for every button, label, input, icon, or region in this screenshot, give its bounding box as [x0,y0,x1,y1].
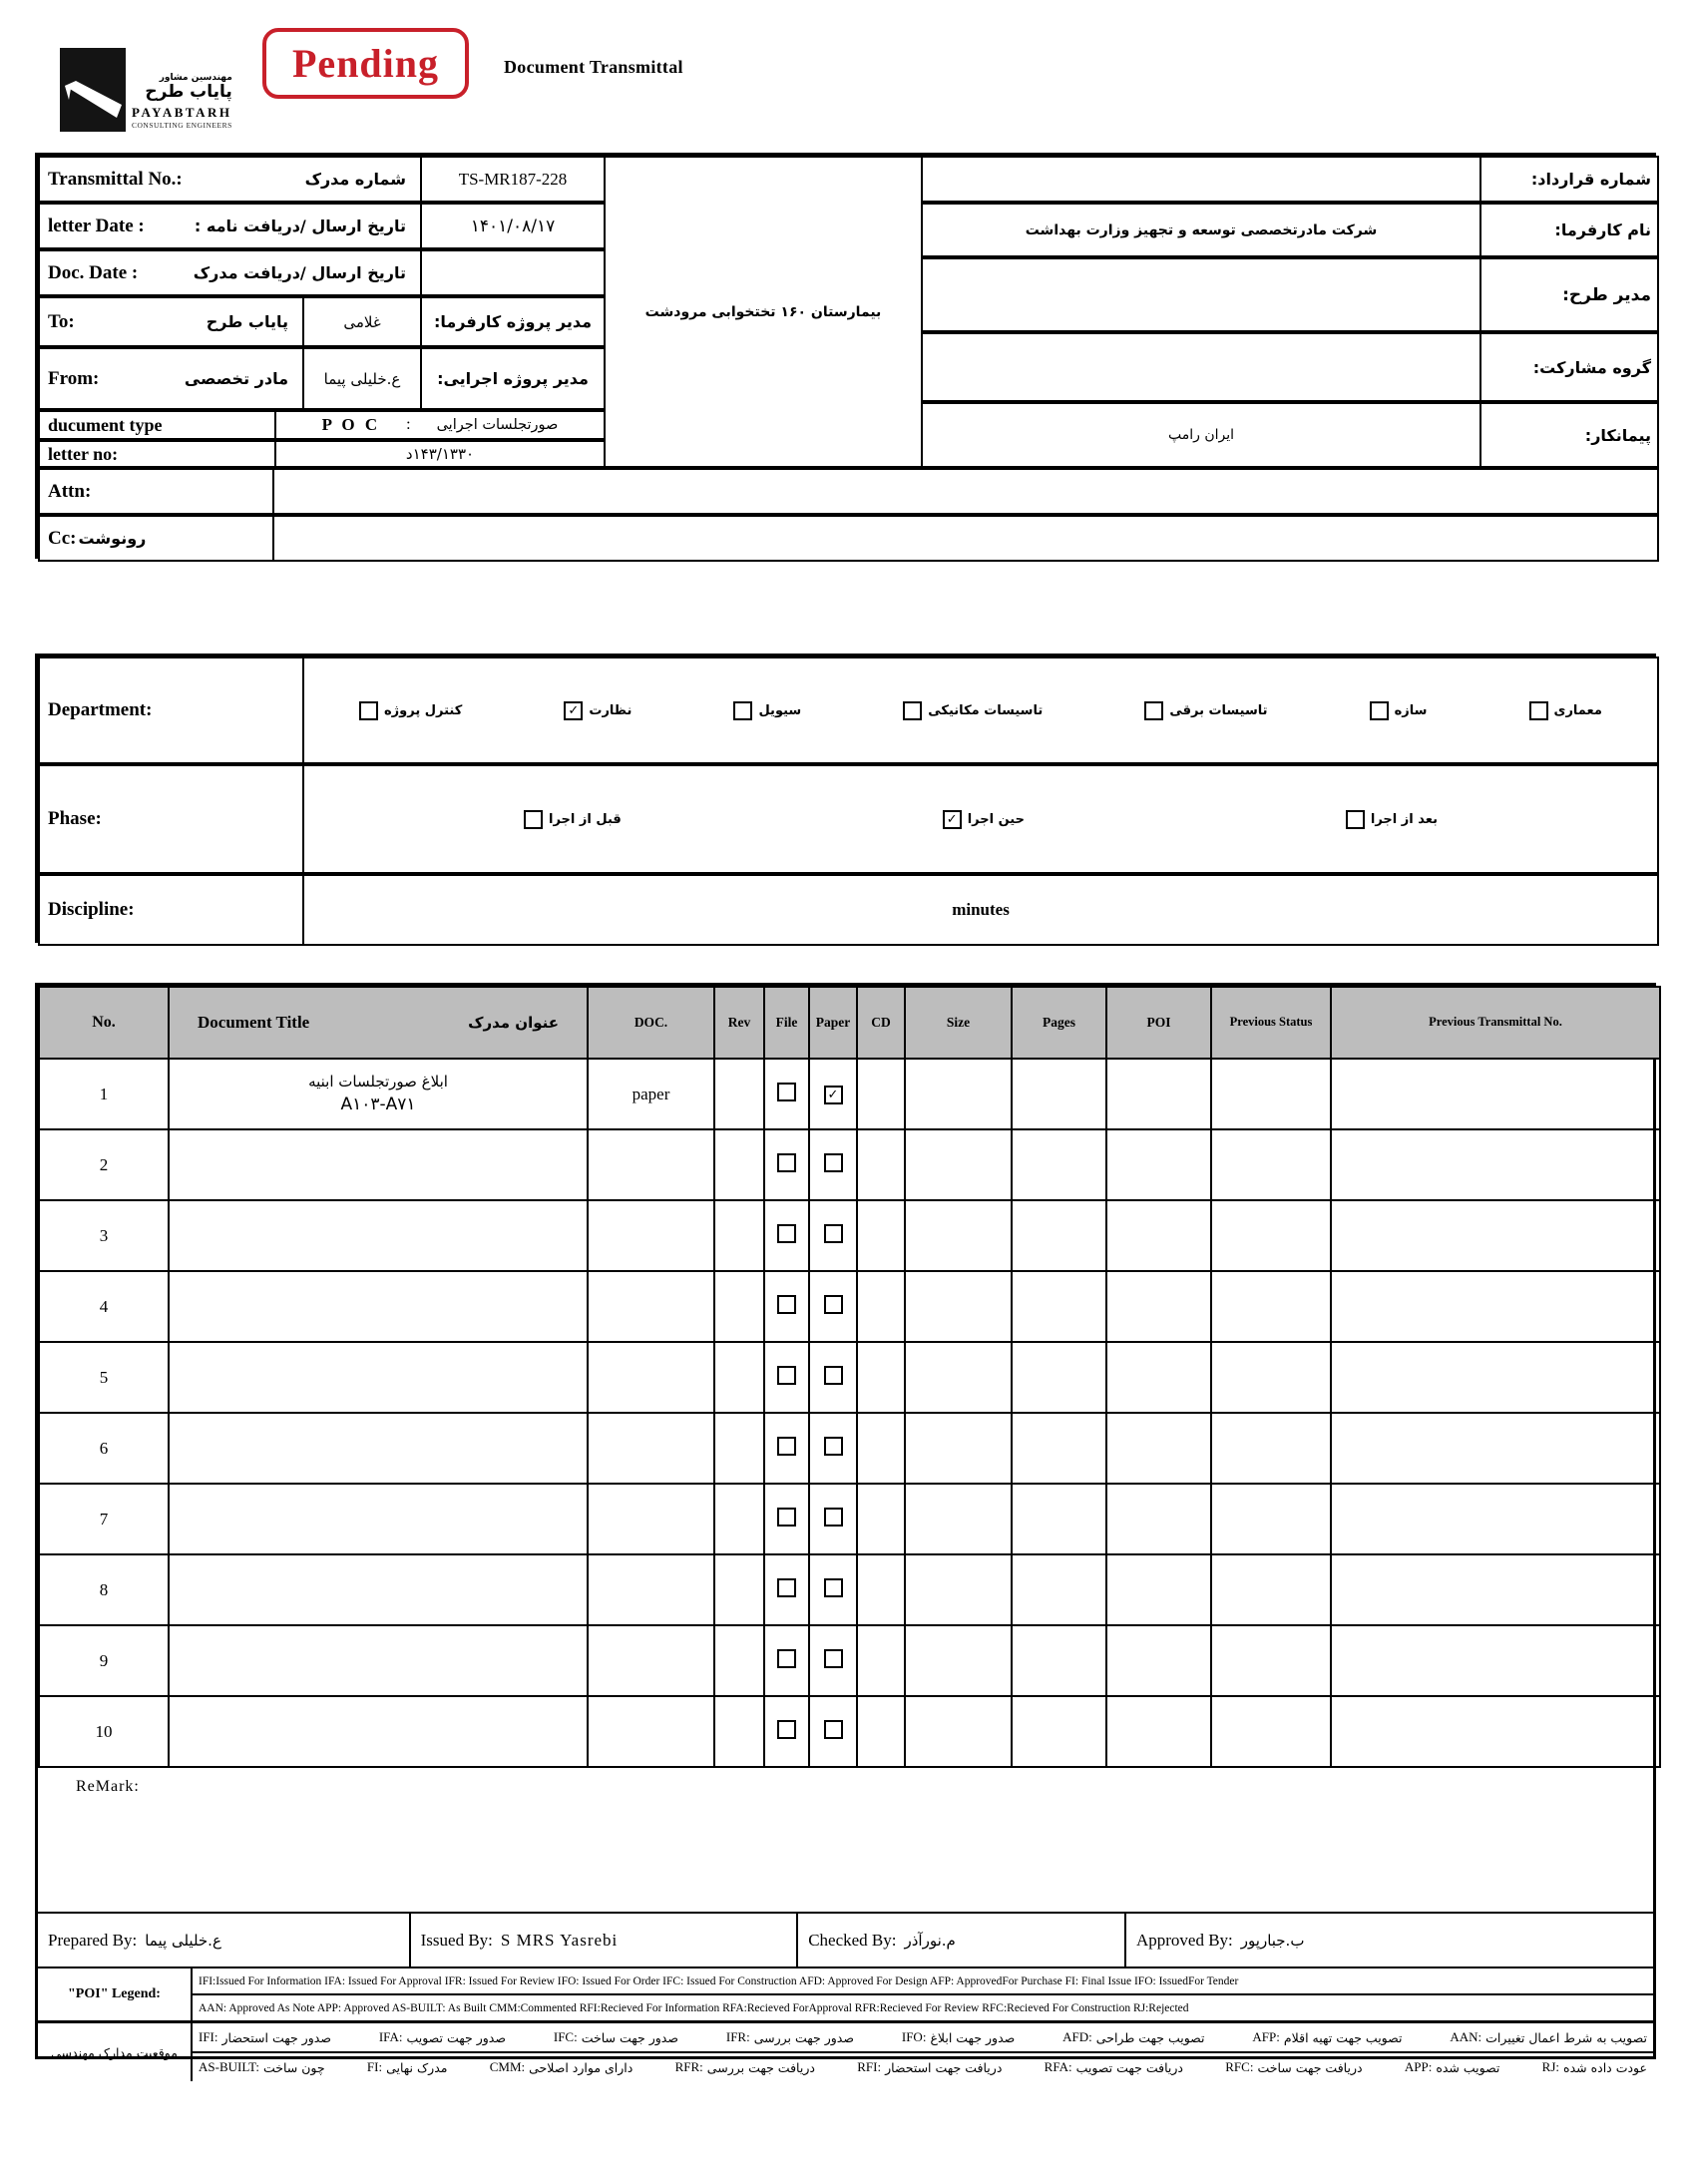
row-4-paper-checkbox[interactable] [824,1295,843,1314]
poi-legend-label: "POI" Legend: [38,1968,193,2020]
row-paper [809,1696,857,1767]
issued-by-value: S MRS Yasrebi [500,1930,619,1950]
discipline-value: minutes [952,900,1010,919]
col-header-prev-status: Previous Status [1211,987,1331,1059]
row-pages [1012,1059,1106,1129]
department-option-1-label: نظارت [589,702,633,718]
row-6-paper-checkbox[interactable] [824,1437,843,1456]
client-label: نام کارفرما: [1554,220,1651,239]
doc-type-colon: : [406,416,411,433]
department-option-0-label: کنترل پروژه [384,702,463,718]
row-prev-transmittal [1331,1200,1660,1271]
doc-date-label-en: Doc. Date : [48,261,139,283]
discipline-label: Discipline: [48,899,135,920]
phase-options [302,764,1659,874]
department-option-2 [733,701,801,720]
fa-legend-item-app: APP: تصویب شده [1404,2059,1500,2075]
checked-by-value: م.نورآذر [904,1931,956,1950]
row-rev [714,1271,764,1342]
logo-en-brand: PAYABTARH [132,105,232,120]
fa-legend-item-afd: AFD: تصویب جهت طراحی [1062,2029,1205,2045]
fa-legend-item-ifi: IFI: صدور جهت استحضار [199,2029,331,2045]
row-pages [1012,1413,1106,1484]
row-rev [714,1696,764,1767]
row-document-title [169,1342,588,1413]
row-prev-transmittal [1331,1625,1660,1696]
row-prev-transmittal [1331,1554,1660,1625]
row-10-file-checkbox[interactable] [777,1720,796,1739]
to-role-label: مدیر پروژه کارفرما: [433,312,593,331]
row-rev [714,1554,764,1625]
row-file [764,1059,809,1129]
row-paper [809,1342,857,1413]
row-prev-transmittal [1331,1129,1660,1200]
row-size [905,1696,1012,1767]
col-header-file: File [764,987,809,1059]
department-option-5-checkbox[interactable] [1370,701,1389,720]
col-header-paper: Paper [809,987,857,1059]
row-no: 5 [39,1342,169,1413]
row-prev-status [1211,1554,1331,1625]
row-prev-status [1211,1059,1331,1129]
document-table [38,986,1661,1768]
phase-option-0-label: قبل از اجرا [549,811,622,827]
to-org: پایاب طرح [206,312,288,331]
row-2-file-checkbox[interactable] [777,1153,796,1172]
col-header-no: No. [39,987,169,1059]
phase-option-0-checkbox[interactable] [524,810,543,829]
from-person: ع.خلیلی پیما [323,369,401,388]
fa-legend [38,2023,1653,2081]
row-cd [857,1059,905,1129]
table-row [39,1342,1660,1413]
company-logo [60,48,232,132]
row-paper [809,1129,857,1200]
row-rev [714,1059,764,1129]
row-poi [1106,1059,1211,1129]
department-option-3 [903,701,1043,720]
issued-by-label: Issued By: [420,1930,493,1950]
doc-type-code: P O C [321,415,381,434]
row-paper [809,1554,857,1625]
row-doc-type [588,1484,714,1554]
plan-manager-label: مدیر طرح: [1562,284,1651,305]
row-prev-transmittal [1331,1413,1660,1484]
letter-no-label: letter no: [48,443,119,464]
row-poi [1106,1625,1211,1696]
row-doc-type [588,1129,714,1200]
fa-legend-item-as-built: AS-BUILT: چون ساخت [199,2059,325,2075]
row-no: 8 [39,1554,169,1625]
row-no: 6 [39,1413,169,1484]
row-pages [1012,1554,1106,1625]
row-poi [1106,1413,1211,1484]
col-header-poi: POI [1106,987,1211,1059]
table-row [39,1484,1660,1554]
letter-no-value: د۱۴۳/۱۳۳۰ [405,445,475,463]
row-no: 3 [39,1200,169,1271]
row-document-title [169,1200,588,1271]
row-prev-status [1211,1696,1331,1767]
row-doc-type [588,1696,714,1767]
from-label: From: [48,367,100,389]
row-prev-status [1211,1484,1331,1554]
row-file [764,1342,809,1413]
row-9-file-checkbox[interactable] [777,1649,796,1668]
table-row [39,1059,1660,1129]
row-pages [1012,1342,1106,1413]
fa-legend-item-fi: FI: مدرک نهایی [366,2059,448,2075]
table-row [39,1271,1660,1342]
table-row [39,1554,1660,1625]
row-size [905,1059,1012,1129]
fa-legend-item-rfa: RFA: دریافت جهت تصویب [1044,2059,1183,2075]
contractor-value: ایران رامپ [1167,427,1235,443]
remark-section [38,1768,1653,1914]
row-prev-status [1211,1625,1331,1696]
page-title: Document Transmittal [504,57,683,77]
row-cd [857,1200,905,1271]
row-prev-status [1211,1129,1331,1200]
department-options [302,656,1659,764]
department-option-2-label: سیویل [758,702,802,718]
row-cd [857,1625,905,1696]
row-poi [1106,1554,1211,1625]
table-row [39,1129,1660,1200]
letter-date-label-fa: تاریخ ارسال /دریافت نامه : [194,217,406,235]
prepared-by-label: Prepared By: [48,1930,138,1950]
fa-legend-item-ifc: IFC: صدور جهت ساخت [553,2029,678,2045]
row-poi [1106,1696,1211,1767]
row-7-paper-checkbox[interactable] [824,1508,843,1527]
row-poi [1106,1200,1211,1271]
row-pages [1012,1625,1106,1696]
row-rev [714,1484,764,1554]
fa-legend-item-rfi: RFI: دریافت جهت استحضار [857,2059,1003,2075]
doc-type-fa: صورتجلسات اجرایی [436,417,559,433]
classification-table [35,654,1656,943]
row-prev-status [1211,1271,1331,1342]
row-prev-status [1211,1342,1331,1413]
fa-legend-label: موقعیت مدارک مهندسی [38,2023,193,2081]
row-file [764,1625,809,1696]
approved-by-value: ب.جبارپور [1240,1931,1305,1950]
approved-by-label: Approved By: [1135,1930,1233,1950]
row-1-paper-checkbox[interactable]: ✓ [824,1086,843,1104]
department-option-4-checkbox[interactable] [1144,701,1163,720]
fa-legend-item-ifo: IFO: صدور جهت ابلاغ [901,2029,1016,2045]
partnership-label: گروه مشارکت: [1532,357,1651,377]
row-prev-status [1211,1200,1331,1271]
row-pages [1012,1271,1106,1342]
col-header-title-en: Document Title [198,1013,310,1032]
phase-option-2-label: بعد از اجرا [1370,811,1438,827]
phase-option-1-checkbox[interactable]: ✓ [943,810,962,829]
logo-mark-icon [60,48,126,132]
row-doc-type [588,1413,714,1484]
row-poi [1106,1484,1211,1554]
transmittal-no-label-fa: شماره مدرک [304,170,406,189]
logo-en-tagline: CONSULTING ENGINEERS [132,121,232,130]
letter-date-label-en: letter Date : [48,215,145,236]
row-size [905,1625,1012,1696]
row-no: 4 [39,1271,169,1342]
row-file [764,1200,809,1271]
row-prev-transmittal [1331,1342,1660,1413]
logo-fa-brand: پایاب طرح [145,82,232,103]
row-9-paper-checkbox[interactable] [824,1649,843,1668]
remark-label: ReMark: [76,1778,140,1795]
row-pages [1012,1696,1106,1767]
contractor-label: پیمانکار: [1584,425,1651,445]
row-no: 9 [39,1625,169,1696]
fa-legend-item-ifr: IFR: صدور جهت بررسی [725,2029,854,2045]
fa-legend-item-rfc: RFC: دریافت جهت ساخت [1225,2059,1363,2075]
row-rev [714,1342,764,1413]
row-prev-transmittal [1331,1059,1660,1129]
department-option-0-checkbox[interactable] [359,701,378,720]
fa-legend-line-2 [193,2051,1653,2081]
department-option-6-checkbox[interactable] [1529,701,1548,720]
project-name: بیمارستان ۱۶۰ تختخوابی مرودشت [644,303,882,320]
row-cd [857,1129,905,1200]
to-person: غلامی [343,312,381,331]
table-row [39,1413,1660,1484]
row-doc-type: paper [588,1059,714,1129]
fa-legend-item-afp: AFP: تصویب جهت تهیه اقلام [1252,2029,1403,2045]
client-value: شرکت مادرتخصصی توسعه و تجهیز وزارت بهداشت [1025,221,1378,238]
department-option-1-checkbox[interactable]: ✓ [564,701,583,720]
department-option-5 [1370,701,1428,720]
doc-date-label-fa: تاریخ ارسال /دریافت مدرک [193,263,406,282]
from-org: مادر تخصصی [184,369,288,388]
department-option-4-label: تاسیسات برقی [1169,702,1268,718]
row-size [905,1342,1012,1413]
row-8-paper-checkbox[interactable] [824,1578,843,1597]
row-document-title [169,1696,588,1767]
row-7-file-checkbox[interactable] [777,1508,796,1527]
fa-legend-item-aan: AAN: تصویب به شرط اعمال تغییرات [1450,2029,1647,2045]
row-file [764,1129,809,1200]
col-header-title-fa: عنوان مدرک [468,1014,559,1032]
letter-date-value: ۱۴۰۱/۰۸/۱۷ [470,216,556,236]
row-doc-type [588,1271,714,1342]
col-header-rev: Rev [714,987,764,1059]
poi-legend [38,1968,1653,2023]
row-doc-type [588,1200,714,1271]
row-no: 1 [39,1059,169,1129]
department-option-5-label: سازه [1394,702,1428,718]
document-list-table [35,983,1656,2075]
row-1-file-checkbox[interactable] [777,1083,796,1101]
department-option-3-checkbox[interactable] [903,701,922,720]
row-paper [809,1413,857,1484]
row-file [764,1696,809,1767]
row-prev-transmittal [1331,1696,1660,1767]
row-4-file-checkbox[interactable] [777,1295,796,1314]
row-document-title [169,1554,588,1625]
row-pages [1012,1200,1106,1271]
row-size [905,1484,1012,1554]
table-row [39,1696,1660,1767]
pending-stamp: Pending [262,28,469,99]
row-document-title [169,1625,588,1696]
row-no: 2 [39,1129,169,1200]
row-file [764,1413,809,1484]
cc-label: Cc: [48,527,77,549]
phase-option-2 [1346,810,1438,829]
transmittal-info-table [35,153,1656,559]
row-no: 7 [39,1484,169,1554]
row-cd [857,1484,905,1554]
col-header-pages: Pages [1012,987,1106,1059]
row-paper [809,1625,857,1696]
row-document-title [169,1413,588,1484]
to-label: To: [48,310,75,332]
row-file [764,1484,809,1554]
phase-option-1 [943,810,1025,829]
row-prev-transmittal [1331,1271,1660,1342]
department-option-3-label: تاسیسات مکانیکی [928,702,1044,718]
row-document-title [169,1271,588,1342]
department-option-6 [1529,701,1602,720]
row-prev-status [1211,1413,1331,1484]
department-option-2-checkbox[interactable] [733,701,752,720]
row-no: 10 [39,1696,169,1767]
doc-type-label: ducument type [48,414,163,435]
fa-legend-item-cmm: CMM: دارای موارد اصلاحی [489,2059,633,2075]
row-size [905,1271,1012,1342]
row-5-paper-checkbox[interactable] [824,1366,843,1385]
row-rev [714,1625,764,1696]
row-doc-type [588,1342,714,1413]
row-poi [1106,1271,1211,1342]
phase-option-0 [524,810,622,829]
row-file [764,1271,809,1342]
table-row [39,1625,1660,1696]
col-header-doc: DOC. [588,987,714,1059]
signature-row [38,1914,1653,1968]
logo-fa-tagline: مهندسین مشاور [159,73,232,84]
row-2-paper-checkbox[interactable] [824,1153,843,1172]
row-paper [809,1271,857,1342]
row-size [905,1200,1012,1271]
col-header-size: Size [905,987,1012,1059]
cc-label-fa: رونوشت [78,529,147,548]
row-poi [1106,1129,1211,1200]
department-option-0 [359,701,462,720]
row-document-title [169,1484,588,1554]
table-row [39,1200,1660,1271]
row-6-file-checkbox[interactable] [777,1437,796,1456]
attn-label: Attn: [48,480,92,502]
row-cd [857,1413,905,1484]
department-label: Department: [48,699,153,720]
department-option-6-label: معماری [1553,702,1602,718]
row-rev [714,1413,764,1484]
row-pages [1012,1129,1106,1200]
row-cd [857,1271,905,1342]
department-option-1 [564,701,632,720]
col-header-cd: CD [857,987,905,1059]
phase-option-2-checkbox[interactable] [1346,810,1365,829]
phase-label: Phase: [48,808,102,829]
row-3-paper-checkbox[interactable] [824,1224,843,1243]
row-pages [1012,1484,1106,1554]
row-size [905,1554,1012,1625]
row-document-title [169,1129,588,1200]
row-size [905,1413,1012,1484]
contract-no-label: شماره قرارداد: [1530,170,1651,189]
row-doc-type [588,1554,714,1625]
row-3-file-checkbox[interactable] [777,1224,796,1243]
row-doc-type [588,1625,714,1696]
row-cd [857,1554,905,1625]
phase-option-1-label: حین اجرا [967,811,1025,827]
row-document-title: ابلاغ صورتجلسات ابنیه A۱۰۳-A۷۱ [169,1059,588,1129]
row-cd [857,1696,905,1767]
fa-legend-item-rj: RJ: عودت داده شده [1541,2059,1647,2075]
row-8-file-checkbox[interactable] [777,1578,796,1597]
row-rev [714,1129,764,1200]
row-cd [857,1342,905,1413]
checked-by-label: Checked By: [808,1930,897,1950]
poi-legend-line-2: AAN: Approved As Note APP: Approved AS-BUILT: As Built CMM:Commented RFI:Recieved For Information RFA:Recieved ForApproval RFR:Recieved For Review RFC:Recieved For Construction RJ:Rejected [193,1993,1653,2020]
fa-legend-item-ifa: IFA: صدور جهت تصویب [378,2029,506,2045]
row-paper [809,1059,857,1129]
fa-legend-line-1 [193,2023,1653,2051]
row-paper [809,1484,857,1554]
row-poi [1106,1342,1211,1413]
row-prev-transmittal [1331,1484,1660,1554]
poi-legend-line-1: IFI:Issued For Information IFA: Issued For Approval IFR: Issued For Review IFO: Issued For Order IFC: Issued For Construction AFD: Approved For Design AFP: ApprovedFor Purchase FI: Final Issue IFO: IssuedFor Tender [199,1974,1239,1987]
col-header-prev-transmittal: Previous Transmittal No. [1331,987,1660,1059]
from-role-label: مدیر پروژه اجرایی: [437,369,589,388]
prepared-by-value: ع.خلیلی پیما [145,1931,221,1950]
department-option-4 [1144,701,1267,720]
row-10-paper-checkbox[interactable] [824,1720,843,1739]
row-rev [714,1200,764,1271]
row-file [764,1554,809,1625]
transmittal-no-label-en: Transmittal No.: [48,168,183,190]
transmittal-no-value: TS-MR187-228 [458,169,568,189]
row-paper [809,1200,857,1271]
fa-legend-item-rfr: RFR: دریافت جهت بررسی [674,2059,815,2075]
row-size [905,1129,1012,1200]
row-5-file-checkbox[interactable] [777,1366,796,1385]
